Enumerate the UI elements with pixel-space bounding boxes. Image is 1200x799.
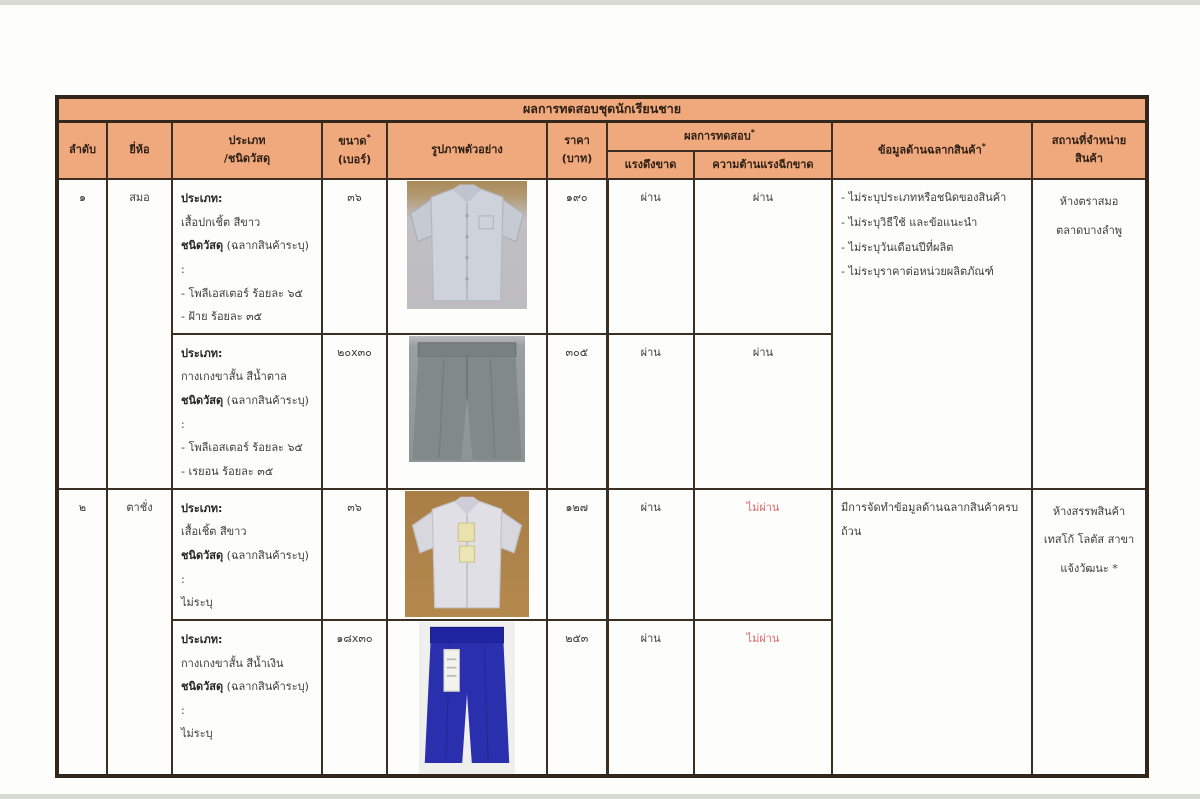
material-line: - โพลีเอสเตอร์ ร้อยละ ๖๕	[181, 286, 303, 300]
place-line: แจ้งวัฒนะ *	[1060, 561, 1118, 575]
blue-shorts-photo	[419, 622, 515, 774]
col-header-tensile-strength: แรงดึงขาด	[607, 151, 694, 179]
tear-result: ไม่ผ่าน	[694, 489, 832, 620]
col-header-size: ขนาด* (เบอร์)	[322, 121, 387, 179]
label-footnote-mark: *	[981, 142, 986, 152]
place-line: เทสโก้ โลตัส สาขา	[1043, 533, 1135, 547]
place-of-sale-cell	[1032, 179, 1147, 489]
sample-photo-cell	[387, 489, 547, 620]
table-title: ผลการทดสอบชุดนักเรียนชาย	[57, 97, 1147, 121]
sample-photo-cell	[387, 179, 547, 334]
row-number: ๒	[57, 489, 107, 776]
label-line: - ไม่ระบุวิธีใช้ และข้อแนะนำ	[841, 215, 978, 229]
col-header-type: ประเภท /ชนิดวัสดุ	[172, 121, 322, 179]
material-line: - เรยอน ร้อยละ ๓๕	[181, 465, 274, 479]
type-value: เสื้อปกเชิ้ต สีขาว	[181, 215, 261, 229]
type-value: กางเกงขาสั้น สีน้ำตาล	[181, 370, 287, 384]
material-line: ไม่ระบุ	[181, 727, 213, 741]
type-cell: ประเภท: เสื้อเชิ้ต สีขาว ชนิดวัสดุ (ฉลากสินค้าระบุ) : ไม่ระบุ	[172, 489, 322, 620]
tensile-result: ผ่าน	[607, 489, 694, 620]
tear-result: ผ่าน	[694, 334, 832, 489]
type-cell: ประเภท: กางเกงขาสั้น สีน้ำตาล ชนิดวัสดุ (ฉลากสินค้าระบุ) : - โพลีเอสเตอร์ ร้อยละ ๖๕ - เรยอน ร้อยละ ๓๕	[172, 334, 322, 489]
col-header-price: ราคา (บาท)	[547, 121, 607, 179]
brand-name: ตาชั่ง	[107, 489, 172, 776]
label-line: - ไม่ระบุวันเดือนปีที่ผลิต	[841, 240, 954, 254]
col-header-no: ลำดับ	[57, 121, 107, 179]
size-value: ๒๐x๓๐	[322, 334, 387, 489]
row-number: ๑	[57, 179, 107, 489]
col-header-place-of-sale: สถานที่จำหน่าย สินค้า	[1032, 121, 1147, 179]
label-line: - ไม่ระบุประเภทหรือชนิดของสินค้า	[841, 191, 1007, 204]
shirt-graphic	[407, 181, 527, 309]
price-value: ๓๐๕	[547, 334, 607, 489]
size-value: ๓๖	[322, 489, 387, 620]
type-cell: ประเภท: เสื้อปกเชิ้ต สีขาว ชนิดวัสดุ (ฉลากสินค้าระบุ) : - โพลีเอสเตอร์ ร้อยละ ๖๕ - ฝ้าย ร้อยละ ๓๕	[172, 179, 322, 334]
type-value: กางเกงขาสั้น สีน้ำเงิน	[181, 656, 284, 670]
material-line: ไม่ระบุ	[181, 596, 213, 610]
price-value: ๑๙๐	[547, 179, 607, 334]
place-line: ห้างตราสมอ	[1059, 195, 1119, 208]
label-info-cell	[832, 489, 1032, 776]
size-value: ๓๖	[322, 179, 387, 334]
tensile-result: ผ่าน	[607, 620, 694, 776]
size-footnote-mark: *	[366, 132, 371, 142]
place-of-sale-cell	[1032, 489, 1147, 776]
tensile-result: ผ่าน	[607, 334, 694, 489]
tear-result: ผ่าน	[694, 179, 832, 334]
col-header-brand: ยี่ห้อ	[107, 121, 172, 179]
shorts-graphic	[409, 336, 525, 462]
price-value: ๑๒๗	[547, 489, 607, 620]
type-cell: ประเภท: กางเกงขาสั้น สีน้ำเงิน ชนิดวัสดุ (ฉลากสินค้าระบุ) : ไม่ระบุ	[172, 620, 322, 776]
col-header-tear-resistance: ความต้านแรงฉีกขาด	[694, 151, 832, 179]
white-shirt-photo	[407, 181, 527, 309]
material-line: - ฝ้าย ร้อยละ ๓๕	[181, 310, 262, 324]
label-info-cell	[832, 179, 1032, 489]
price-value: ๒๕๓	[547, 620, 607, 776]
tear-result: ไม่ผ่าน	[694, 620, 832, 776]
size-value: ๑๘x๓๐	[322, 620, 387, 776]
shirt-graphic	[405, 491, 529, 617]
grey-shorts-photo	[409, 336, 525, 462]
place-line: ตลาดบางลำพู	[1056, 223, 1122, 237]
brand-name: สมอ	[107, 179, 172, 489]
label-line: - ไม่ระบุราคาต่อหน่วยผลิตภัณฑ์	[841, 265, 994, 279]
tensile-result: ผ่าน	[607, 179, 694, 334]
col-header-label-info: ข้อมูลด้านฉลากสินค้า*	[832, 121, 1032, 179]
type-value: เสื้อเชิ้ต สีขาว	[181, 525, 247, 539]
col-header-test-results: ผลการทดสอบ*	[607, 121, 832, 151]
place-line: ห้างสรรพสินค้า	[1052, 504, 1126, 518]
uniform-test-results-table	[55, 95, 1149, 778]
result-footnote-mark: *	[750, 128, 755, 138]
white-shirt-on-wood-photo	[405, 491, 529, 617]
sample-photo-cell	[387, 334, 547, 489]
col-header-sample-image: รูปภาพตัวอย่าง	[387, 121, 547, 179]
sample-photo-cell	[387, 620, 547, 776]
shorts-graphic	[419, 622, 515, 774]
material-line: - โพลีเอสเตอร์ ร้อยละ ๖๕	[181, 441, 303, 455]
label-line: มีการจัดทำข้อมูลด้านฉลากสินค้าครบถ้วน	[841, 500, 1019, 539]
